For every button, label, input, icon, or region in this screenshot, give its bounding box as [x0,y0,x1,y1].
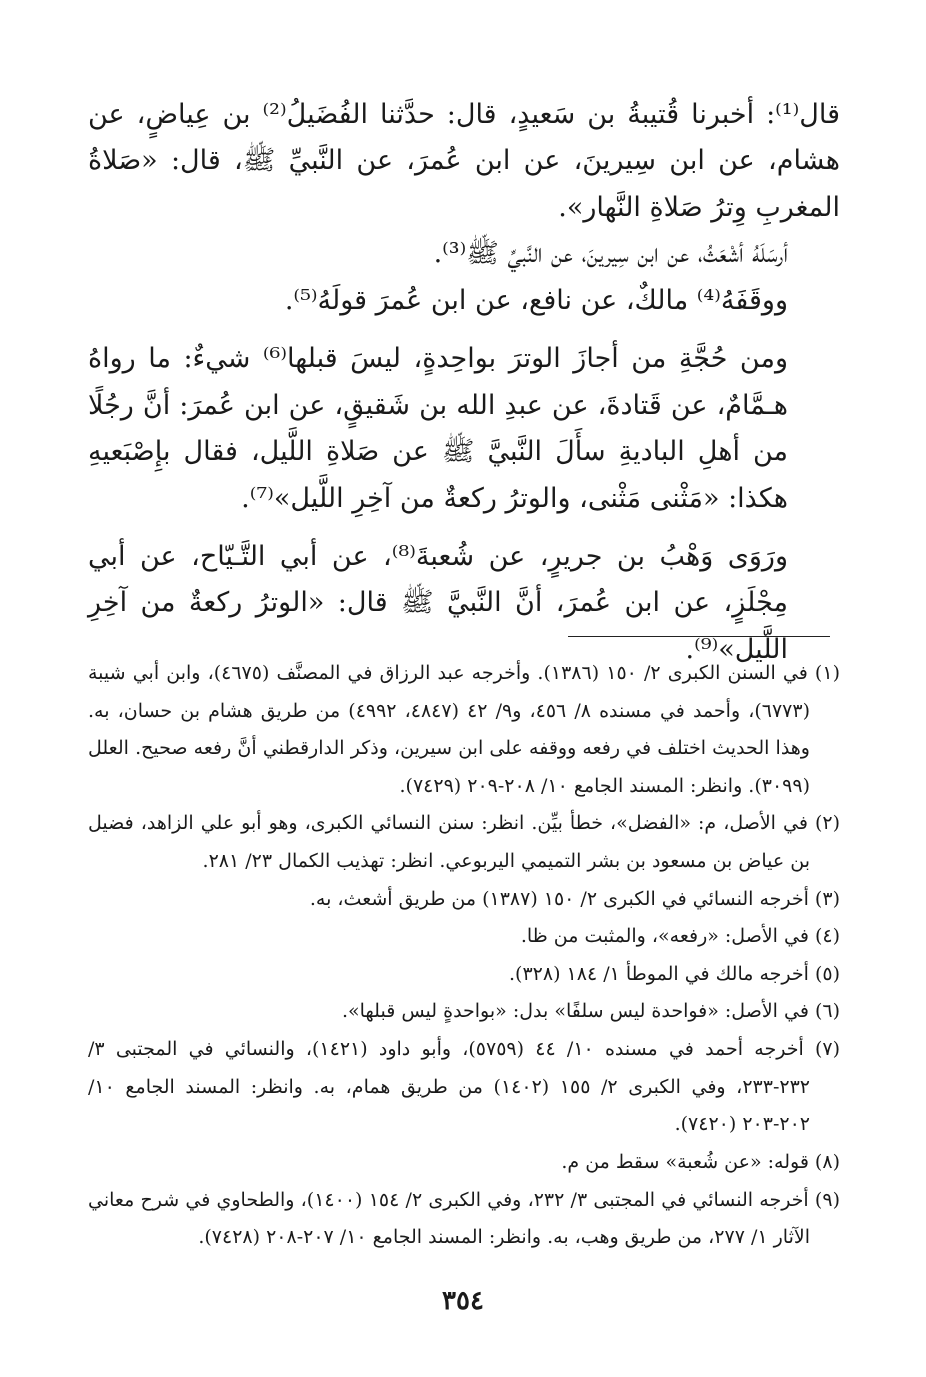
footnote-5: (٥) أخرجه مالك في الموطأ ١/ ١٨٤ (٣٢٨). [509,962,840,985]
paragraph-hadith-maghrib: قال⁽¹⁾: أخبرنا قُتيبةُ بن سَعيدٍ، قال: حدَّثنا الفُضَيلُ⁽²⁾ بن عِياضٍ، عن هشام، عن ابن سِيرينَ، عن ابن عُمرَ، عن النَّبيِّ ﷺ، قال: «صَلاةُ المغربِ وِترُ صَلاةِ النَّهار». [88,99,841,223]
footnote-3: (٣) أخرجه النسائي في الكبرى ٢/ ١٥٠ (١٣٨٧) من طريق أشعث، به. [309,887,840,910]
footnote-2: (٢) في الأصل، م: «الفضل»، خطأ بيِّن. انظر: سنن النسائي الكبرى، وهو أبو علي الزاهد، فضيل بن عياض بن مسعود بن بشر التميمي اليربوعي. انظر: تهذيب الكمال ٢٣/ ٢٨١. [88,812,840,873]
footnote-divider [568,636,830,637]
footnote-9: (٩) أخرجه النسائي في المجتبى ٣/ ٢٣٢، وفي الكبرى ٢/ ١٥٤ (١٤٠٠)، والطحاوي في شرح معاني الآثار ١/ ٢٧٧، من طريق وهب، به. وانظر: المسند الجامع ١٠/ ٢٠٧-٢٠٨ (٧٤٢٨). [88,1188,840,1249]
paragraph-hammam-hadith: ومن حُجَّةِ من أجازَ الوترَ بواحِدةٍ، ليسَ قبلها⁽⁶⁾ شيءٌ: ما رواهُ هـمَّامٌ، عن قَتادةَ، عن عبدِ الله بن شَقيقٍ، عن ابن عُمرَ: أنَّ رجُلًا من أهلِ الباديةِ سأَلَ النَّبيَّ ﷺ عن صَلاةِ اللَّيل، فقال بإِصْبَعيهِ هكذا: «مَثْنى مَثْنى، والوترُ ركعةٌ من آخِرِ اللَّيل»⁽⁷⁾. [88,343,788,514]
paragraph-wahb-hadith: ورَوَى وَهْبُ بن جريرٍ، عن شُعبةَ⁽⁸⁾، عن أبي التَّـيّاح، عن أبي مِجْلَزٍ، عن ابن عُمرَ، أنَّ النَّبيَّ ﷺ قال: «الوترُ ركعةٌ من آخِرِ اللَّيل»⁽⁹⁾. [88,540,788,665]
paragraph-ashath-mursal: أرسَلَهُ أشْعَثُ، عن ابن سِيرينَ، عن النَّبيِّ ﷺ⁽³⁾. [433,238,788,270]
main-text-block [88,92,840,673]
footnote-6: (٦) في الأصل: «فواحدة ليس سلفًا» بدل: «بواحدةٍ ليس قبلها». [341,1000,840,1023]
paragraph-malik-mawquf: ووقَفَهُ⁽⁴⁾ مالكٌ، عن نافع، عن ابن عُمرَ قولَهُ⁽⁵⁾. [284,284,788,316]
footnote-4: (٤) في الأصل: «رفعه»، والمثبت من ظا. [520,925,840,948]
footnote-1: (١) في السنن الكبرى ٢/ ١٥٠ (١٣٨٦). وأخرجه عبد الرزاق في المصنَّف (٤٦٧٥)، وابن أبي شيبة (٦٧٧٣)، وأحمد في مسنده ٨/ ٤٥٦، و٩/ ٤٢ (٤٨٤٧، ٤٩٩٢) من طريق هشام بن حسان، به. وهذا الحديث اختلف في رفعه ووقفه على ابن سيرين، وذكر الدارقطني أنَّ رفعه صحيح. العلل (٣٠٩٩). وانظر: المسند الجامع ١٠/ ٢٠٨-٢٠٩ (٧٤٢٩). [88,662,840,797]
footnote-7: (٧) أخرجه أحمد في مسنده ١٠/ ٤٤ (٥٧٥٩)، وأبو داود (١٤٢١)، والنسائي في المجتبى ٣/ ٢٣٢-٢٣٣، وفي الكبرى ٢/ ١٥٥ (١٤٠٢) من طريق همام، به. وانظر: المسند الجامع ١٠/ ٢٠٢-٢٠٣ (٧٤٢٠). [88,1038,840,1136]
footnote-8: (٨) قوله: «عن شُعبة» سقط من م. [561,1150,840,1173]
footnotes-block [88,655,840,1257]
page-number: ٣٥٤ [442,1286,484,1316]
